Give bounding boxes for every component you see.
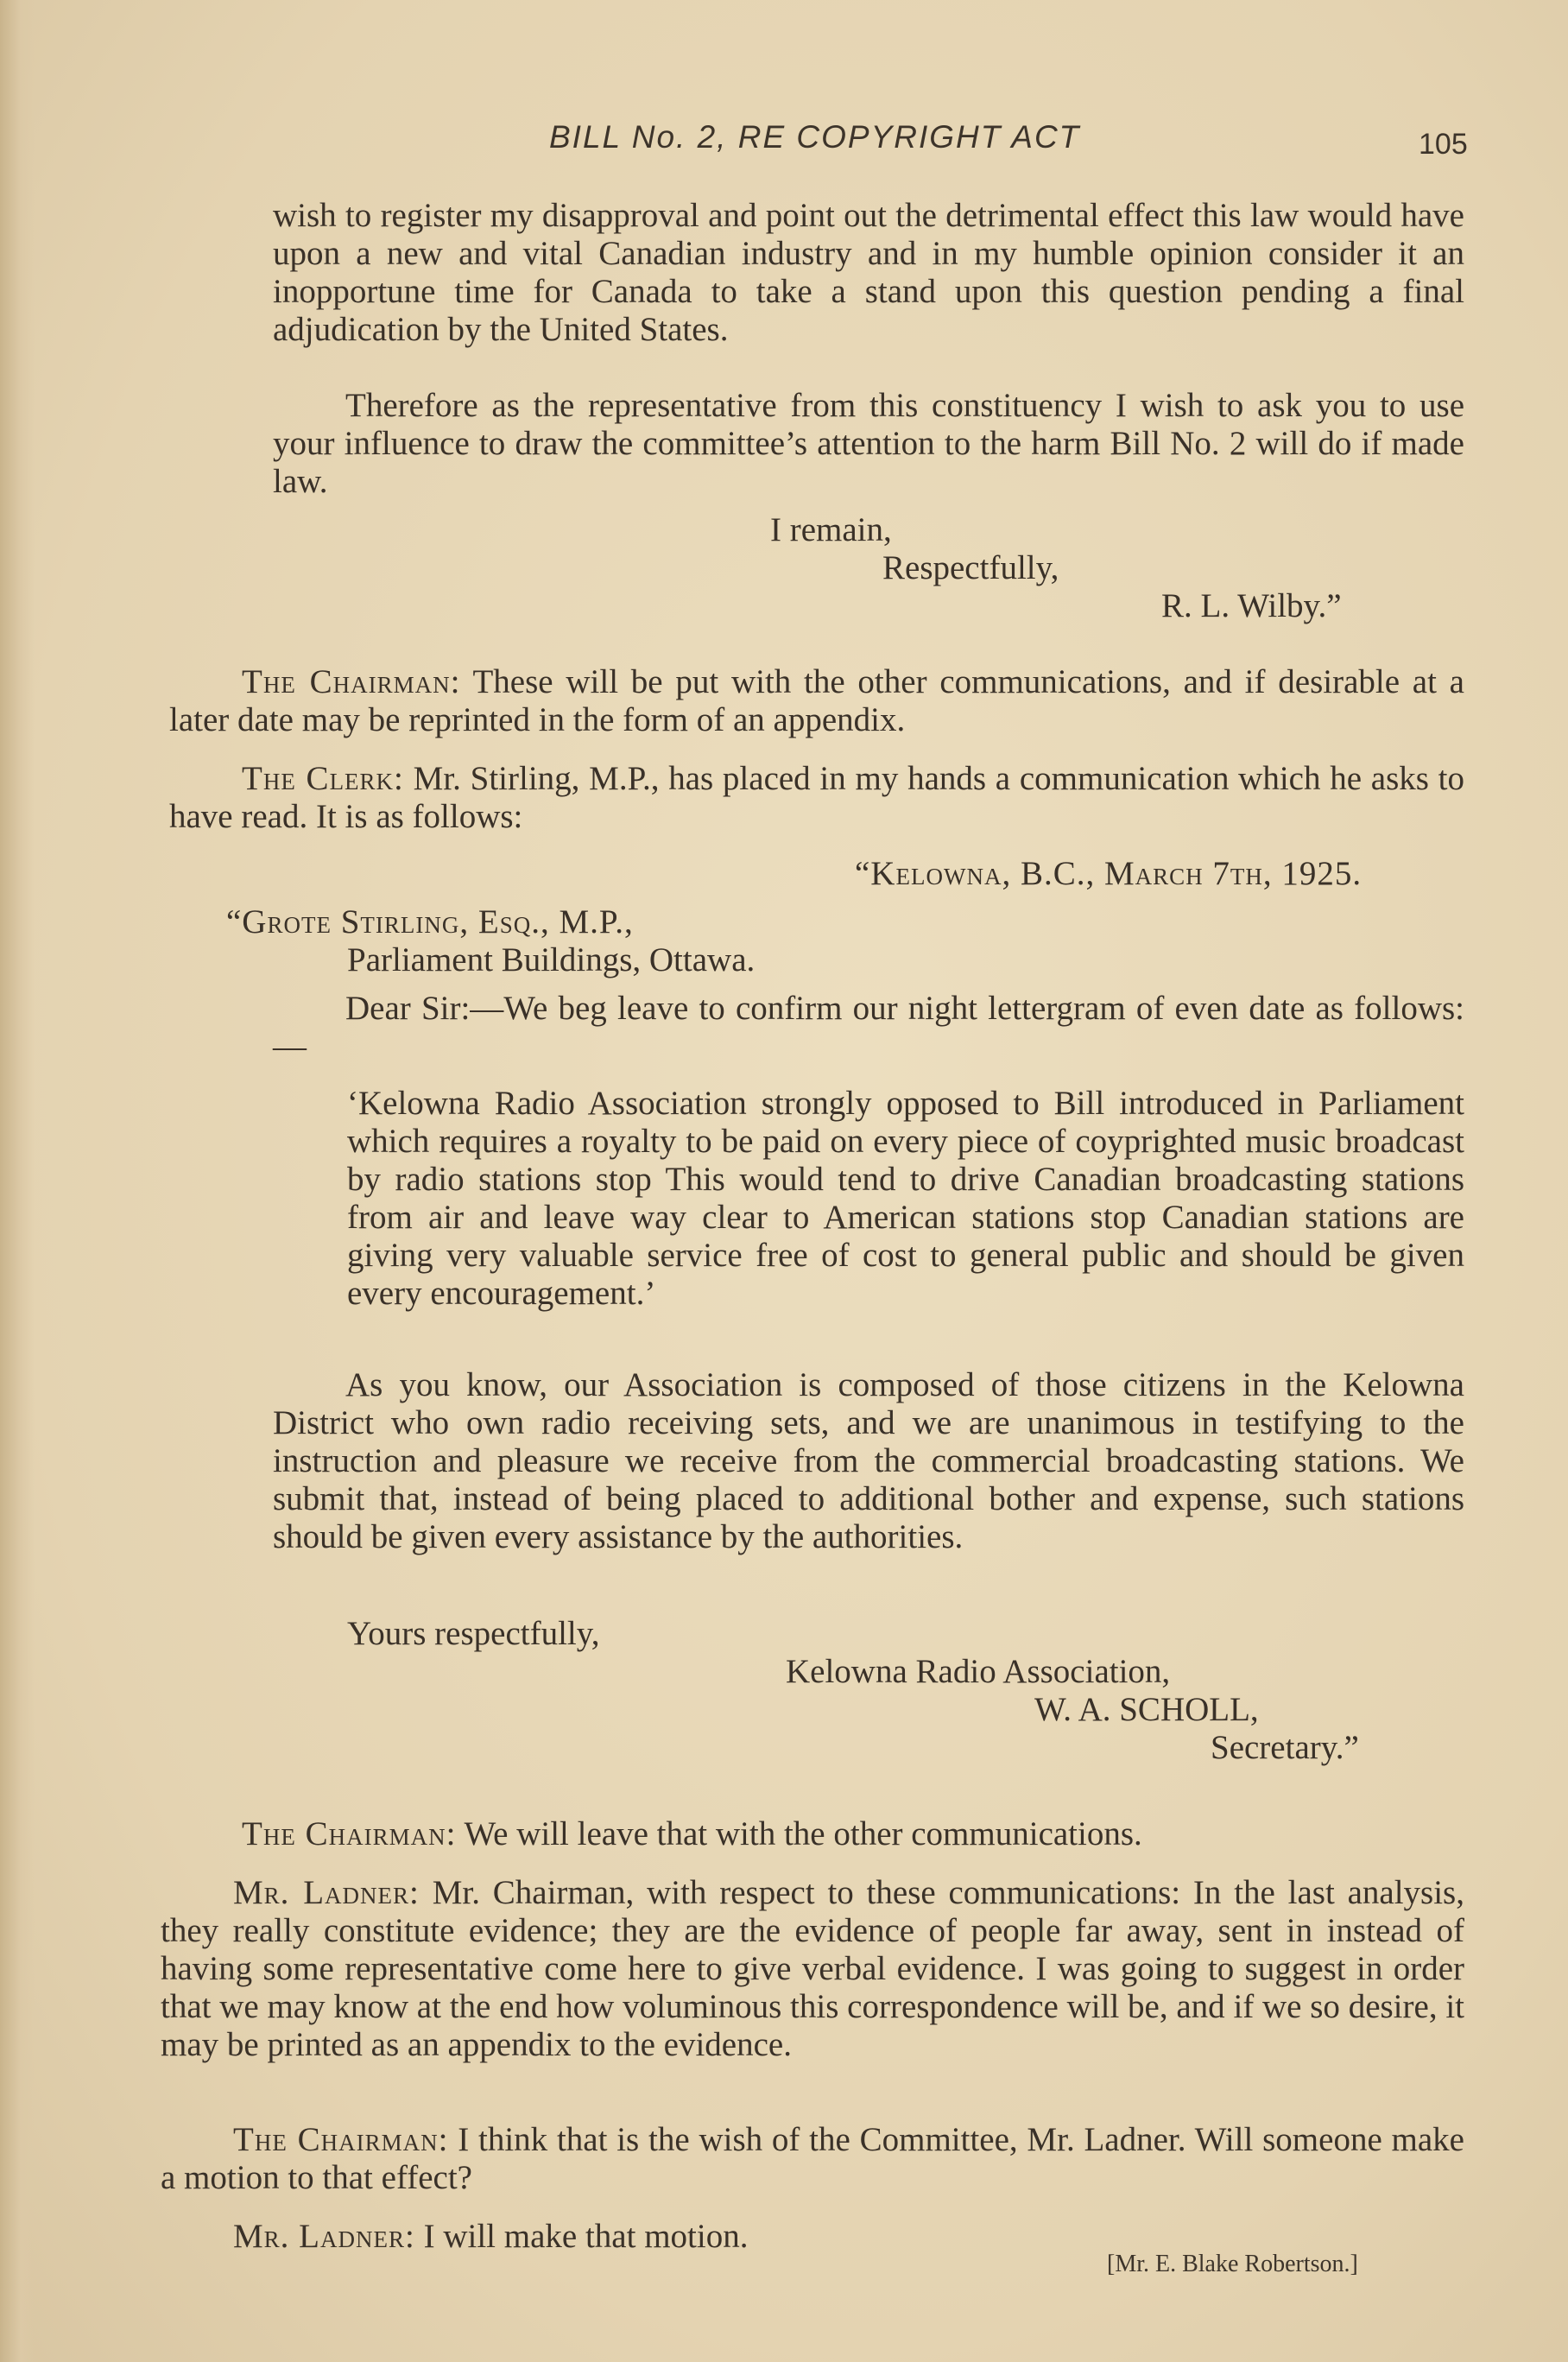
letter1-closing-remain: I remain, — [770, 511, 892, 548]
clerk-remark — [169, 760, 1464, 836]
remark-text: I think that is the wish of the Committee, Mr. Ladner. Will someone make a motion to that effect? — [161, 2121, 1464, 2196]
remark-text: We will leave that with the other communications. — [464, 1815, 1142, 1852]
speaker-label: Mr. Ladner: — [233, 2218, 415, 2255]
letter2-salutation-paragraph: Dear Sir:—We beg leave to confirm our night lettergram of even date as follows:— — [273, 990, 1464, 1065]
letter2-telegram-quote: ‘Kelowna Radio Association strongly opposed to Bill introduced in Parliament which requires a royalty to be paid on every piece of coyprighted music broadcast by radio stations stop This would tend to drive Canadian broadcasting stations from air and leave way clear to American stations stop Canadian stations are giving very valuable service free of cost to general public and should be given every encouragement.’ — [347, 1085, 1464, 1312]
running-head — [0, 119, 1568, 162]
remark-text: These will be put with the other communications, and if desirable at a later date may be reprinted in the form of an appendix. — [169, 663, 1464, 738]
letter2-addressee: “Grote Stirling, Esq., M.P., — [226, 903, 634, 940]
speaker-label: The Chairman: — [233, 2121, 449, 2158]
letter2-body-paragraph: As you know, our Association is composed of those citizens in the Kelowna District who own radio receiving sets, and we are unanimous in testifying to the instruction and pleasure we receive from the commercial broadcasting stations. We submit that, instead of being placed to additional bother and expense, such stations should be given every assistance by the authorities. — [273, 1366, 1464, 1555]
speaker-label: Mr. Ladner: — [233, 1874, 420, 1911]
letter1-paragraph-2: Therefore as the representative from this constituency I wish to ask you to use your influence to draw the committee’s attention to the harm Bill No. 2 will do if made law. — [273, 387, 1464, 500]
letter2-closing: Yours respectfully, — [347, 1615, 600, 1652]
ladner-remark-1 — [161, 1874, 1464, 2064]
letter2-signer-name: W. A. SCHOLL, — [1034, 1691, 1259, 1728]
remark-text: Mr. Stirling, M.P., has placed in my hands a communication which he asks to have read. It is as follows: — [169, 760, 1465, 835]
running-title: BILL No. 2, RE COPYRIGHT ACT — [549, 119, 1081, 155]
speaker-label: The Chairman: — [242, 1815, 457, 1852]
letter2-address: Parliament Buildings, Ottawa. — [347, 941, 756, 978]
speaker-label: The Chairman: — [242, 663, 461, 700]
letter2-organization: Kelowna Radio Association, — [786, 1653, 1171, 1690]
chairman-remark-3 — [161, 2121, 1464, 2197]
letter1-paragraph-1: wish to register my disapproval and point out the detrimental effect this law would have upon a new and vital Canadian industry and in my humble opinion consider it an inopportune time for Canada to take a stand upon this question pending a final adjudication by the United States. — [273, 197, 1464, 348]
remark-text: Mr. Chairman, with respect to these communications: In the last analysis, they really constitute evidence; they are the evidence of people far away, sent in instead of having some representative come here to give verbal evidence. I was going to suggest in order that we may know at the end how voluminous this correspondence will be, and if we so desire, it may be printed as an appendix to the evidence. — [161, 1874, 1464, 2063]
letter2-signer-title: Secretary.” — [1211, 1729, 1359, 1766]
page-number: 105 — [1419, 128, 1468, 161]
remark-text: I will make that motion. — [423, 2218, 749, 2255]
footer-speaker-note: [Mr. E. Blake Robertson.] — [1107, 2251, 1358, 2277]
letter1-signature: R. L. Wilby.” — [1161, 587, 1342, 624]
chairman-remark-1 — [169, 663, 1464, 739]
letter2-dateline: “Kelowna, B.C., March 7th, 1925. — [855, 855, 1363, 892]
speaker-label: The Clerk: — [242, 760, 404, 797]
letter1-closing-respectfully: Respectfully, — [882, 549, 1059, 586]
chairman-remark-2 — [169, 1815, 1464, 1853]
binding-edge — [0, 0, 35, 2362]
